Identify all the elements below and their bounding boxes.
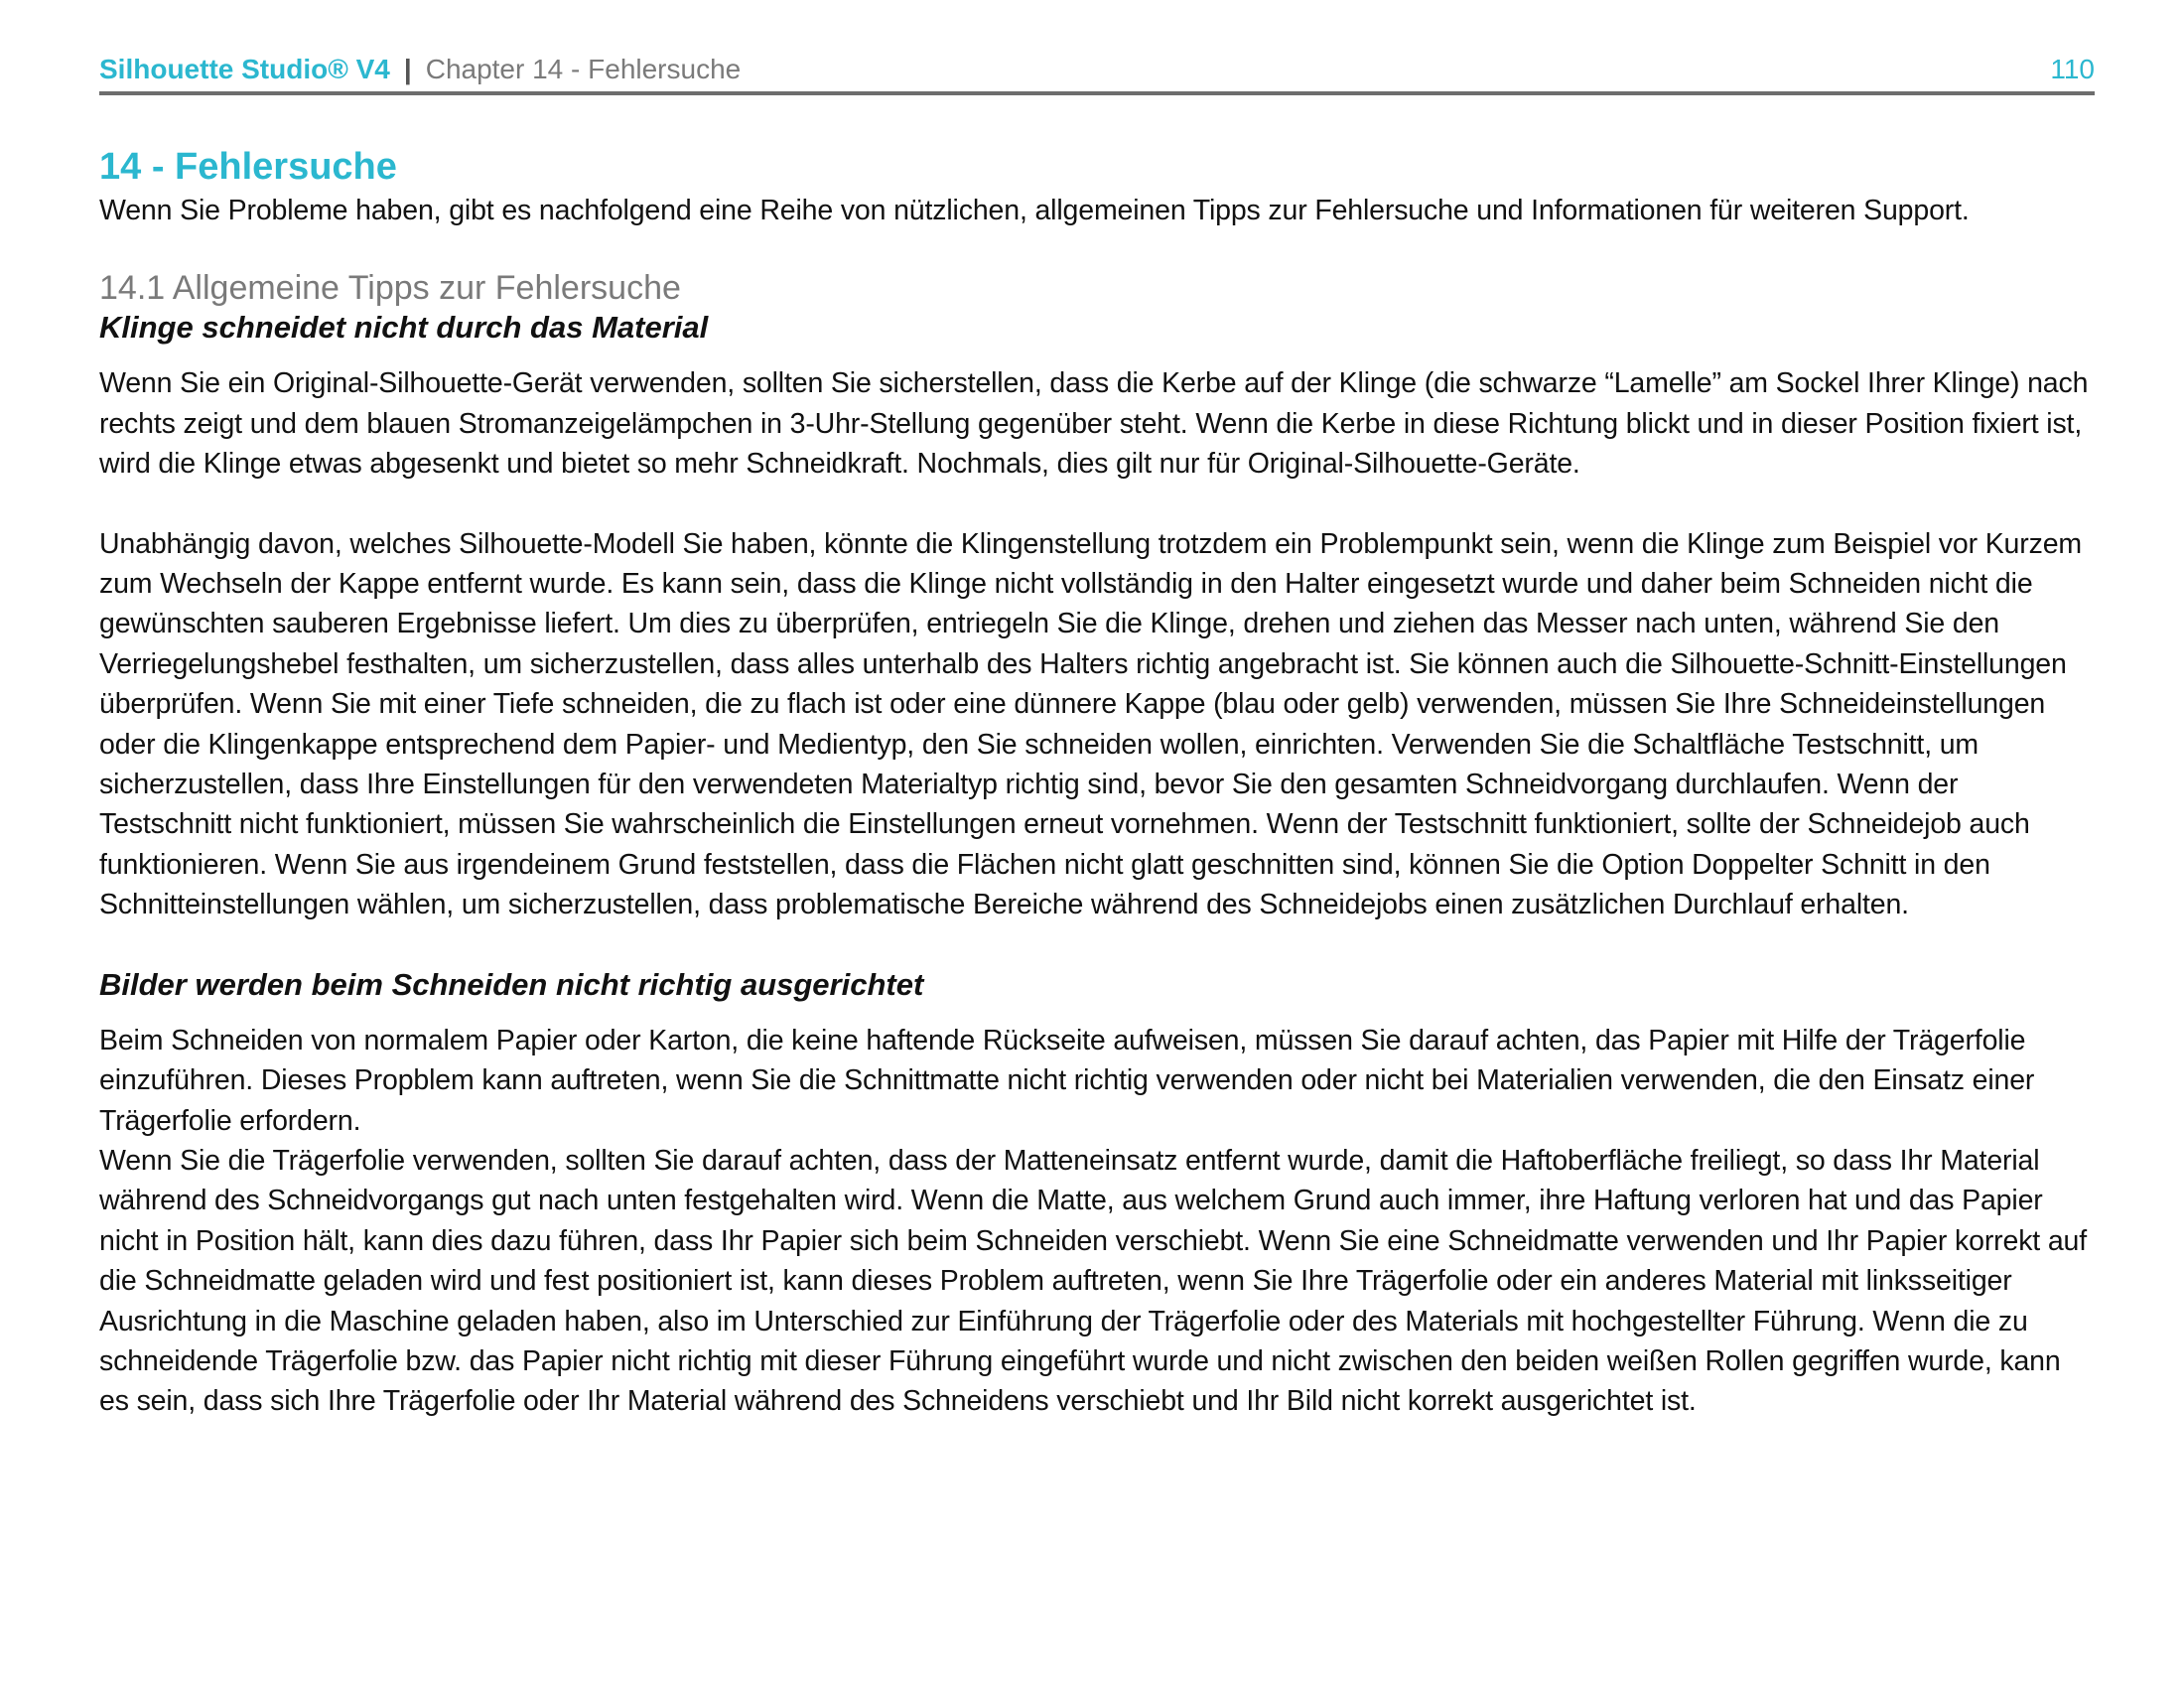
subsection-heading-blade: Klinge schneidet nicht durch das Material (99, 310, 709, 346)
section-title: 14.1 Allgemeine Tipps zur Fehlersuche (99, 269, 681, 308)
document-page (99, 48, 2095, 1422)
intro-paragraph: Wenn Sie Probleme haben, gibt es nachfolgend eine Reihe von nützlichen, allgemeinen Tipps zur Fehlersuche und Informationen für weiteren Support. (99, 195, 1970, 226)
body-paragraph: Beim Schneiden von normalem Papier oder Karton, die keine haftende Rückseite aufweisen, müssen Sie darauf achten, das Papier mit Hilfe der Trägerfolie einzuführen. Dieses Propblem kann auftreten, wenn Sie die Schnittmatte nicht richtig verwenden oder nicht bei Materialien verwenden, die den Einsatz einer Trägerfolie erfordern. (99, 1024, 2035, 1137)
chapter-title: 14 - Fehlersuche (99, 146, 397, 188)
body-paragraph: Unabhängig davon, welches Silhouette-Modell Sie haben, könnte die Klingenstellung trotzdem ein Problempunkt sein, wenn die Klinge zum Beispiel vor Kurzem zum Wechseln der Kappe entfernt wurde. Es kann sein, dass die Klinge nicht vollständig in den Halter eingesetzt wurde und daher beim Schneiden nicht die gewünschten sauberen Ergebnisse liefert. Um dies zu überprüfen, entriegeln Sie die Klinge, drehen und ziehen das Messer nach unten, während Sie den Verriegelungshebel festhalten, um sicherzustellen, dass alles unterhalb des Halters richtig angebracht ist. Sie können auch die Silhouette-Schnitt-Einstellungen überprüfen. Wenn Sie mit einer Tiefe schneiden, die zu flach ist oder eine dünnere Kappe (blau oder gelb) verwenden, müssen Sie Ihre Schneideinstellungen oder die Klingenkappe entsprechend dem Papier- und Medientyp, den Sie schneiden wollen, einrichten. Verwenden Sie die Schaltfläche Testschnitt, um sicherzustellen, dass Ihre Einstellungen für den verwendeten Materialtyp richtig sind, bevor Sie den gesamten Schneidvorgang durchlaufen. Wenn der Testschnitt nicht funktioniert, müssen Sie wahrscheinlich die Einstellungen erneut vornehmen. Wenn der Testschnitt funktioniert, sollte der Schneidejob auch funktionieren. Wenn Sie aus irgendeinem Grund feststellen, dass die Flächen nicht glatt geschnitten sind, können Sie die Option Doppelter Schnitt in den Schnitteinstellungen wählen, um sicherzustellen, dass problematische Bereiche während des Schneidejobs einen zusätzlichen Durchlauf erhalten. (99, 527, 2082, 921)
subsection-heading-alignment: Bilder werden beim Schneiden nicht richtig ausgerichtet (99, 966, 924, 1002)
header-separator: | (403, 54, 412, 84)
body-paragraph: Wenn Sie ein Original-Silhouette-Gerät verwenden, sollten Sie sicherstellen, dass die Kerbe auf der Klinge (die schwarze “Lamelle” am Sockel Ihrer Klinge) nach rechts zeigt und dem blauen Stromanzeigelämpchen in 3-Uhr-Stellung gegenüber steht. Wenn die Kerbe in diese Richtung blickt und in dieser Position fixiert ist, wird die Klinge etwas abgesenkt und bietet so mehr Schneidkraft. Nochmals, dies gilt nur für Original-Silhouette-Geräte. (99, 367, 2089, 481)
header-chapter: Chapter 14 - Fehlersuche (425, 54, 742, 84)
body-paragraph: Wenn Sie die Trägerfolie verwenden, sollten Sie darauf achten, dass der Matteneinsatz entfernt wurde, damit die Haftoberfläche freiliegt, so dass Ihr Material während des Schneidvorgangs gut nach unten festgehalten wird. Wenn die Matte, aus welchem Grund auch immer, ihre Haftung verloren hat und das Papier nicht in Position hält, kann dies dazu führen, dass Ihr Papier sich beim Schneiden verschiebt. Wenn Sie eine Schneidmatte verwenden und Ihr Papier korrekt auf die Schneidmatte geladen wird und fest positioniert ist, kann dieses Problem auftreten, wenn Sie Ihre Trägerfolie oder ein anderes Material mit linksseitiger Ausrichtung in die Maschine geladen haben, also im Unterschied zur Einführung der Trägerfolie oder des Materials mit hochgestellter Führung. Wenn die zu schneidende Trägerfolie bzw. das Papier nicht richtig mit dieser Führung eingeführt wurde und nicht zwischen den beiden weißen Rollen gegriffen wurde, kann es sein, dass sich Ihre Trägerfolie oder Ihr Material während des Schneidens verschiebt und Ihr Bild nicht korrekt ausgerichtet ist. (99, 1144, 2088, 1418)
page-number: 110 (2050, 54, 2095, 84)
page-header (99, 48, 2095, 95)
header-brand: Silhouette Studio® V4 (99, 54, 390, 84)
